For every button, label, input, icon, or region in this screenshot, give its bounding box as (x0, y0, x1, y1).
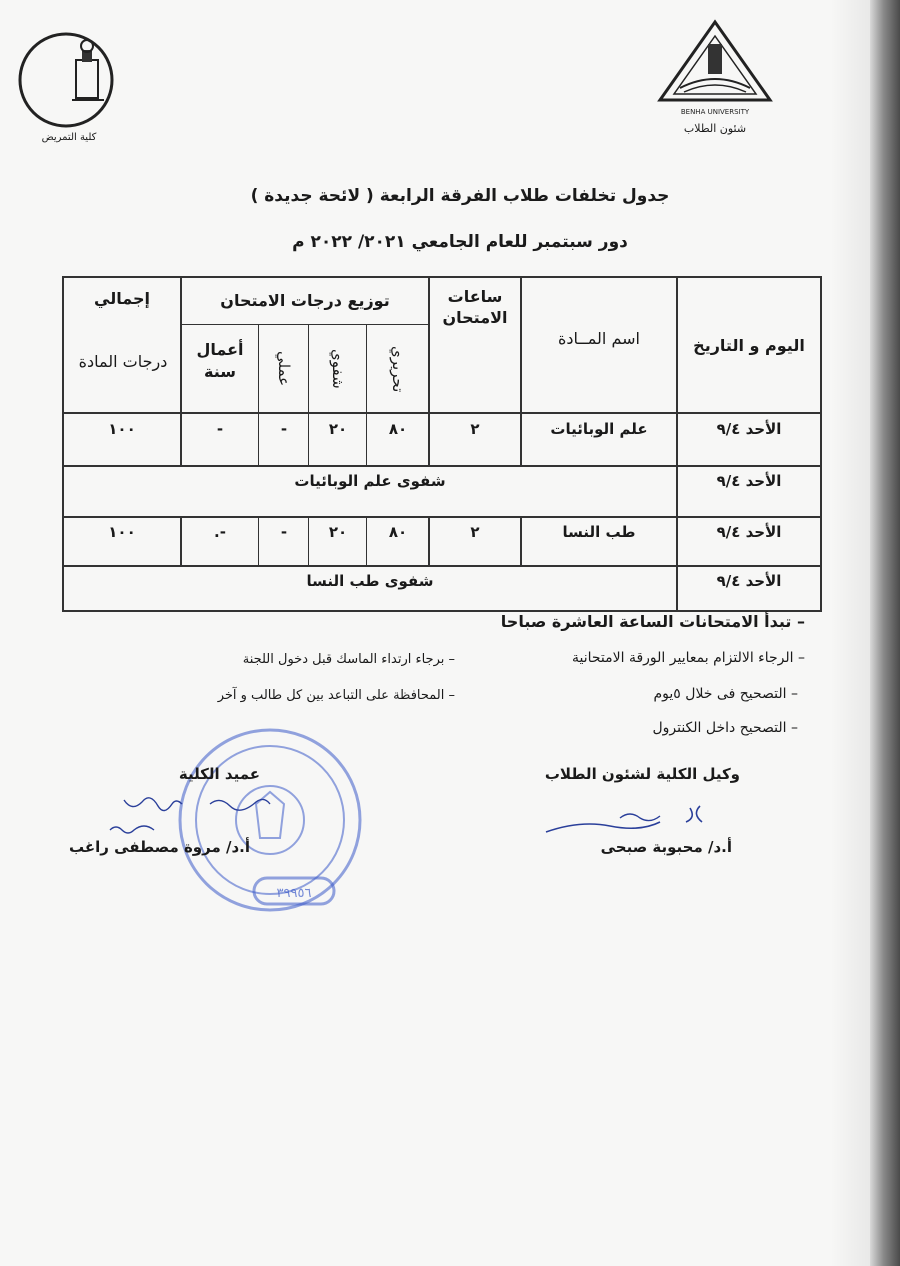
header-practical: عملي (275, 351, 293, 387)
university-logo-caption: شئون الطلاب (683, 122, 747, 135)
table-row-year-work: - (216, 420, 224, 438)
table-row-day: الأحد ٩/٤ (716, 420, 782, 438)
university-logo (650, 18, 780, 138)
stamp-number: ٣٩٩٥٦ (276, 886, 312, 901)
note-correction-days: – التصحيح فى خلال ٥يوم (653, 686, 798, 702)
table-row-written: ٨٠ (388, 420, 408, 438)
table-row-day: الأحد ٩/٤ (716, 472, 782, 490)
table-row-merged: شفوى طب النسا (306, 572, 434, 590)
note-start-time: – تبدأ الامتحانات الساعة العاشرة صباحا (500, 612, 805, 631)
table-row-day: الأحد ٩/٤ (716, 523, 782, 541)
header-exam-hours: ساعات الامتحان (442, 287, 508, 327)
vice-dean-title: وكيل الكلية لشئون الطلاب (544, 765, 740, 783)
header-written: تحريري (389, 345, 407, 393)
dean-signature (100, 790, 300, 840)
table-row-practical: - (280, 420, 288, 438)
table-row-year-work: -. (214, 523, 226, 541)
table-row-subject: طب النسا (562, 523, 636, 541)
table-row-oral: ٢٠ (328, 523, 348, 541)
dean-name: أ.د/ مروة مصطفى راغب (68, 838, 250, 856)
table-row-hours: ٢ (470, 523, 480, 541)
university-logo-text: BENHA UNIVERSITY (680, 108, 750, 116)
document-title: جدول تخلفات طلاب الفرقة الرابعة ( لائحة جديدة ) (250, 186, 670, 206)
vice-dean-signature (540, 800, 720, 840)
table-row-total: ١٠٠ (108, 420, 136, 438)
table-row-total: ١٠٠ (108, 523, 136, 541)
header-total-grades: درجات المادة (78, 352, 168, 371)
scan-edge (870, 0, 900, 1266)
header-day-date: اليوم و التاريخ (693, 335, 805, 355)
vice-dean-name: أ.د/ محبوبة صبحى (600, 838, 732, 856)
table-row-day: الأحد ٩/٤ (716, 572, 782, 590)
table-row-subject: علم الوبائيات (550, 420, 648, 438)
table-row-hours: ٢ (470, 420, 480, 438)
header-subject: اسم المــادة (558, 328, 640, 348)
note-exam-paper: – الرجاء الالتزام بمعايير الورقة الامتحانية (571, 650, 805, 666)
exam-schedule-table (62, 276, 822, 612)
note-mask: – برجاء ارتداء الماسك قبل دخول اللجنة (242, 652, 455, 667)
faculty-logo-caption: كلية التمريض (41, 132, 97, 143)
dean-title: عميد الكلية (178, 765, 260, 783)
header-total: إجمالي (94, 288, 150, 308)
header-year-work: أعمال سنة (196, 339, 244, 381)
header-grade-distribution: توزيع درجات الامتحان (220, 290, 390, 310)
table-row-practical: - (280, 523, 288, 541)
note-distancing: – المحافظة على التباعد بين كل طالب و آخر (217, 688, 455, 703)
note-correction-control: – التصحيح داخل الكنترول (652, 720, 798, 736)
table-row-oral: ٢٠ (328, 420, 348, 438)
table-row-written: ٨٠ (388, 523, 408, 541)
faculty-logo (14, 28, 124, 148)
table-row-merged: شفوى علم الوبائيات (294, 472, 446, 490)
header-oral: شفوي (329, 349, 347, 389)
document-subtitle: دور سبتمبر للعام الجامعي ٢٠٢١/ ٢٠٢٢ م (292, 232, 628, 252)
scan-shadow (830, 0, 870, 1266)
